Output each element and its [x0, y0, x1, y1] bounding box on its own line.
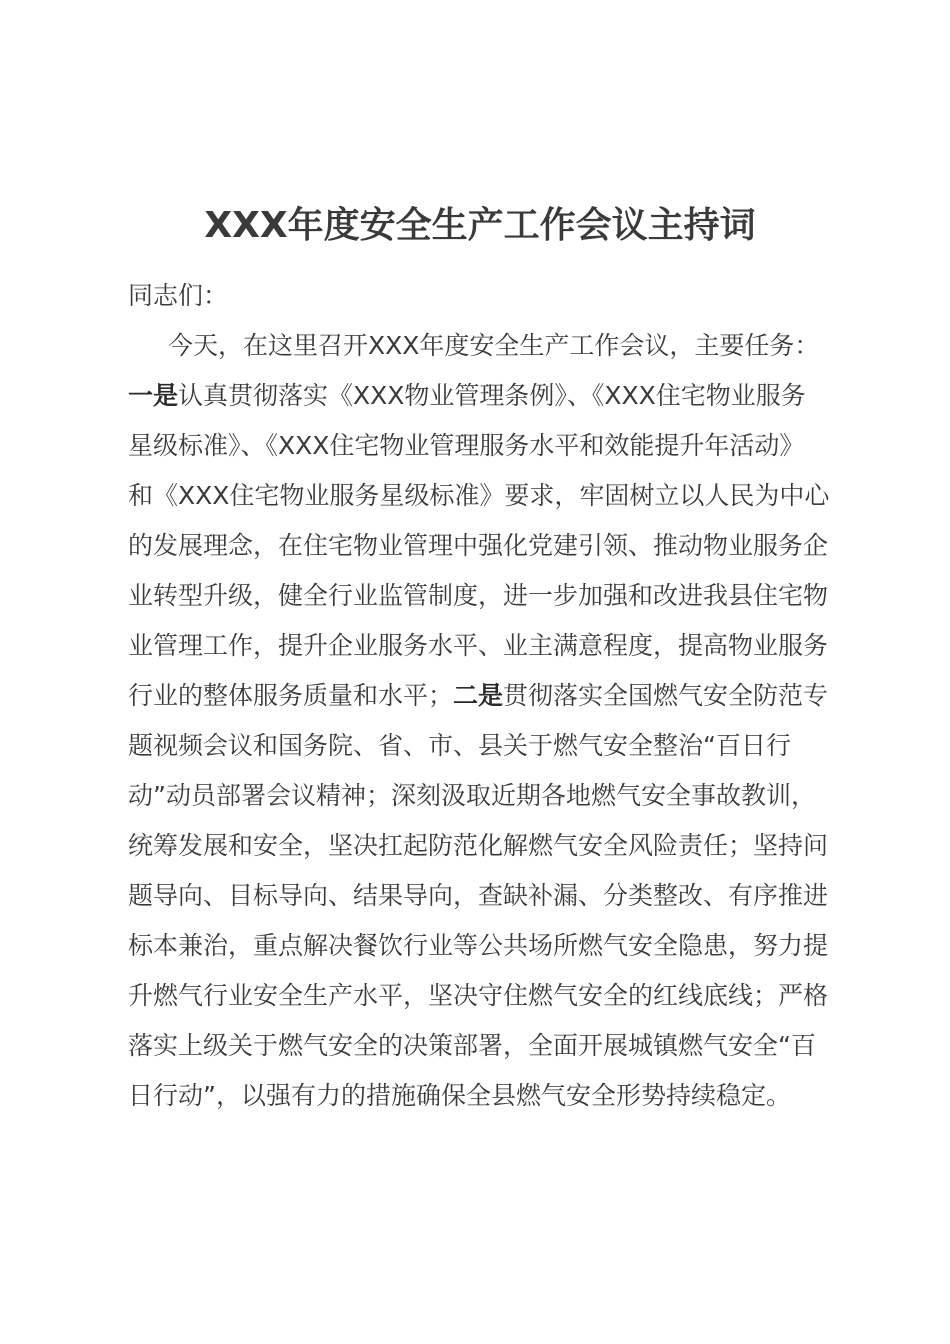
- paragraph-line: [128, 971, 868, 1021]
- line-text: 统筹发展和安全，坚决扛起防范化解燃气安全风险责任；坚持问: [128, 831, 829, 860]
- emphasis-text: 二是: [453, 681, 504, 710]
- paragraph-line: [128, 921, 868, 971]
- line-text: 题视频会议和国务院、省、市、县关于燃气安全整治“百日行: [128, 731, 791, 760]
- paragraph-line: [128, 721, 868, 771]
- line-text: 认真贯彻落实《XXX物业管理条例》、《XXX住宅物业服务: [178, 381, 806, 410]
- paragraph-line: [128, 871, 868, 921]
- document-title: XXX年度安全生产工作会议主持词: [204, 205, 756, 246]
- paragraph-line: [128, 671, 868, 721]
- paragraph-line: [128, 571, 868, 621]
- paragraph-line: [128, 821, 868, 871]
- line-text: 行业的整体服务质量和水平；: [128, 681, 454, 710]
- paragraph-line: [128, 1021, 868, 1071]
- line-text: 业转型升级，健全行业监管制度，进一步加强和改进我县住宅物: [128, 581, 829, 610]
- line-text: 业管理工作，提升企业服务水平、业主满意程度，提高物业服务: [128, 631, 829, 660]
- line-text: 标本兼治，重点解决餐饮行业等公共场所燃气安全隐患，努力提: [128, 931, 829, 960]
- paragraph-line: [128, 471, 868, 521]
- paragraph-line: [128, 521, 868, 571]
- paragraph-line: [128, 421, 868, 471]
- salutation: 同志们：: [128, 281, 229, 310]
- line-text: 题导向、目标导向、结果导向，查缺补漏、分类整改、有序推进: [128, 881, 829, 910]
- paragraph-line: [128, 621, 868, 671]
- paragraph-line: [128, 371, 868, 421]
- line-text: 贯彻落实全国燃气安全防范专: [503, 681, 829, 710]
- line-text: 升燃气行业安全生产水平，坚决守住燃气安全的红线底线；严格: [128, 981, 829, 1010]
- line-text: 和《XXX住宅物业服务星级标准》要求，牢固树立以人民为中心: [128, 481, 830, 510]
- line-text: 落实上级关于燃气安全的决策部署，全面开展城镇燃气安全“百: [128, 1031, 816, 1060]
- emphasis-text: 一是: [128, 381, 179, 410]
- paragraph-line: [128, 771, 868, 821]
- line-text: 动”动员部署会议精神；深刻汲取近期各地燃气安全事故教训，: [128, 781, 816, 810]
- line-text: 今天，在这里召开XXX年度安全生产工作会议，主要任务：: [168, 331, 820, 360]
- body-paragraph: [128, 321, 868, 1121]
- line-text: 的发展理念，在住宅物业管理中强化党建引领、推动物业服务企: [128, 531, 829, 560]
- line-text: 星级标准》、《XXX住宅物业管理服务水平和效能提升年活动》: [128, 431, 805, 460]
- paragraph-line: [128, 1071, 868, 1121]
- line-text: 日行动”，以强有力的措施确保全县燃气安全形势持续稳定。: [128, 1081, 791, 1110]
- paragraph-line: [128, 321, 868, 371]
